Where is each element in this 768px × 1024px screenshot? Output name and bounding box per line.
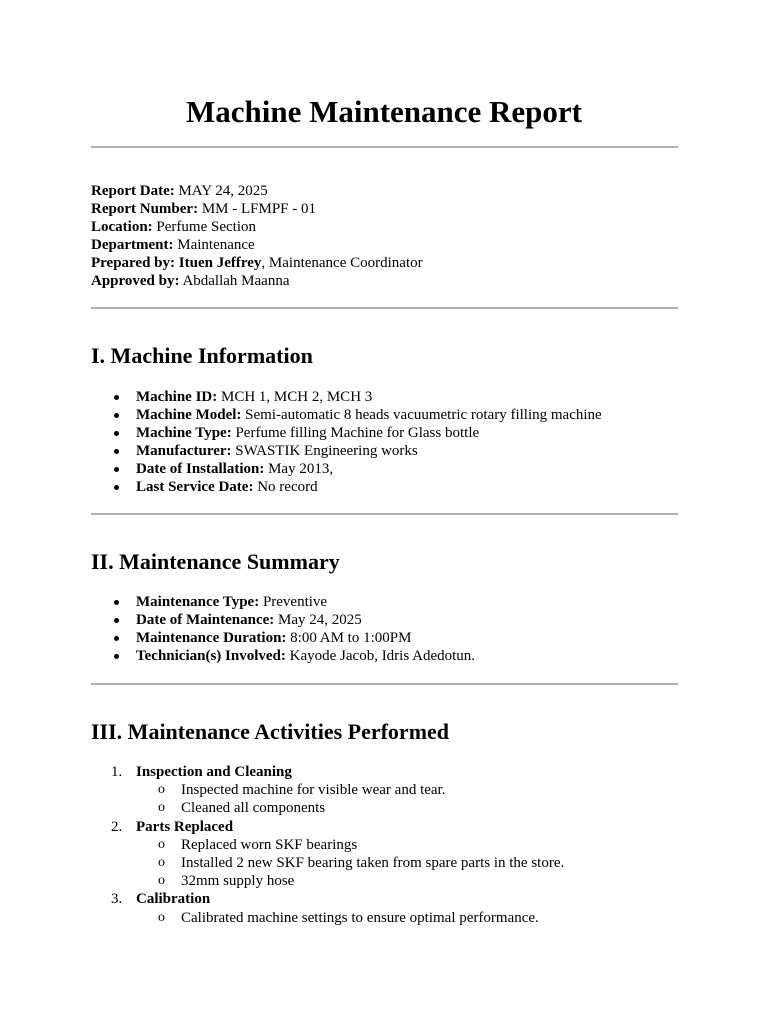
item-value: MCH 1, MCH 2, MCH 3 [221,389,373,405]
prepared-by-row [91,254,423,272]
divider [91,683,678,685]
circle-bullet-icon: o [158,909,165,925]
list-item [91,593,475,611]
list-item [91,460,602,478]
activity-sublist [136,781,564,817]
circle-bullet-icon: o [158,836,165,852]
activity-item-text: Calibrated machine settings to ensure optimal performance. [181,909,539,926]
activity-number: 1. [111,764,123,780]
department-label: Department: [91,237,174,253]
item-value: Preventive [262,594,328,610]
machine-info-list [91,388,602,496]
activity-group [91,763,564,818]
list-item [91,478,602,496]
list-item [136,854,564,872]
activity-group [91,818,564,891]
divider [91,146,678,148]
list-item [91,406,602,424]
item-label: Manufacturer: [136,443,232,459]
prepared-by-role: , Maintenance Coordinator [261,255,423,271]
report-title: Machine Maintenance Report [185,94,583,129]
item-label: Date of Maintenance: [136,612,275,628]
list-item [91,388,602,406]
list-item [91,647,475,665]
activity-item-text: 32mm supply hose [181,873,295,890]
item-label: Date of Installation: [136,461,265,477]
item-label: Technician(s) Involved: [136,648,286,664]
list-item [136,909,564,927]
report-number-row [91,200,423,218]
approved-by-value: Abdallah Maanna [182,273,290,289]
item-label: Machine Model: [136,407,242,423]
item-value: 8:00 AM to 1:00PM [290,630,412,646]
activities-heading: III. Maintenance Activities Performed [91,719,450,744]
activity-number: 3. [111,891,123,908]
activities-list [91,763,564,927]
item-value: Perfume filling Machine for Glass bottle [235,425,480,441]
report-meta [91,182,423,290]
approved-by-row [91,272,423,290]
activity-item-text: Cleaned all components [181,800,326,817]
list-item [136,836,564,854]
item-value: Kayode Jacob, Idris Adedotun. [289,648,476,664]
item-value: No record [257,479,318,495]
list-item [91,629,475,647]
report-number-label: Report Number: [91,201,199,217]
report-date-label: Report Date: [91,183,175,199]
item-value: May 2013, [268,461,334,477]
activity-item-text: Replaced worn SKF bearings [181,836,358,853]
activity-title: Inspection and Cleaning [136,764,292,780]
prepared-by-name: Ituen Jeffrey [178,255,262,271]
activity-number: 2. [111,818,123,835]
report-date-value: MAY 24, 2025 [178,183,268,199]
location-value: Perfume Section [156,219,256,235]
item-value: Semi-automatic 8 heads vacuumetric rotary filling machine [245,407,602,423]
machine-info-heading: I. Machine Information [91,343,313,368]
list-item [136,781,564,799]
divider [91,513,678,515]
report-number-value: MM - LFMPF - 01 [201,201,317,217]
activity-group [91,890,564,926]
list-item [91,442,602,460]
report-date-row [91,182,423,200]
prepared-by-label: Prepared by: [91,255,176,271]
item-label: Maintenance Duration: [136,630,287,646]
circle-bullet-icon: o [158,873,165,889]
divider [91,307,678,309]
department-row [91,236,423,254]
circle-bullet-icon: o [158,855,165,871]
maintenance-summary-heading: II. Maintenance Summary [91,549,340,574]
department-value: Maintenance [177,237,255,253]
list-item [91,424,602,442]
activity-item-text: Installed 2 new SKF bearing taken from spare parts in the store. [181,855,565,872]
activity-sublist [136,836,564,891]
item-label: Maintenance Type: [136,594,260,610]
list-item [136,799,564,817]
circle-bullet-icon: o [158,782,165,798]
activity-title: Parts Replaced [136,818,234,835]
item-label: Machine Type: [136,425,232,441]
item-label: Last Service Date: [136,479,254,495]
item-value: SWASTIK Engineering works [235,443,418,459]
maintenance-summary-list [91,593,475,665]
circle-bullet-icon: o [158,800,165,816]
activity-item-text: Inspected machine for visible wear and tear. [181,782,446,799]
location-label: Location: [91,219,153,235]
list-item [136,872,564,890]
item-label: Machine ID: [136,389,218,405]
item-value: May 24, 2025 [278,612,362,628]
activity-title: Calibration [136,891,211,908]
location-row [91,218,423,236]
approved-by-label: Approved by: [91,273,180,289]
list-item [91,611,475,629]
activity-sublist [136,909,564,927]
